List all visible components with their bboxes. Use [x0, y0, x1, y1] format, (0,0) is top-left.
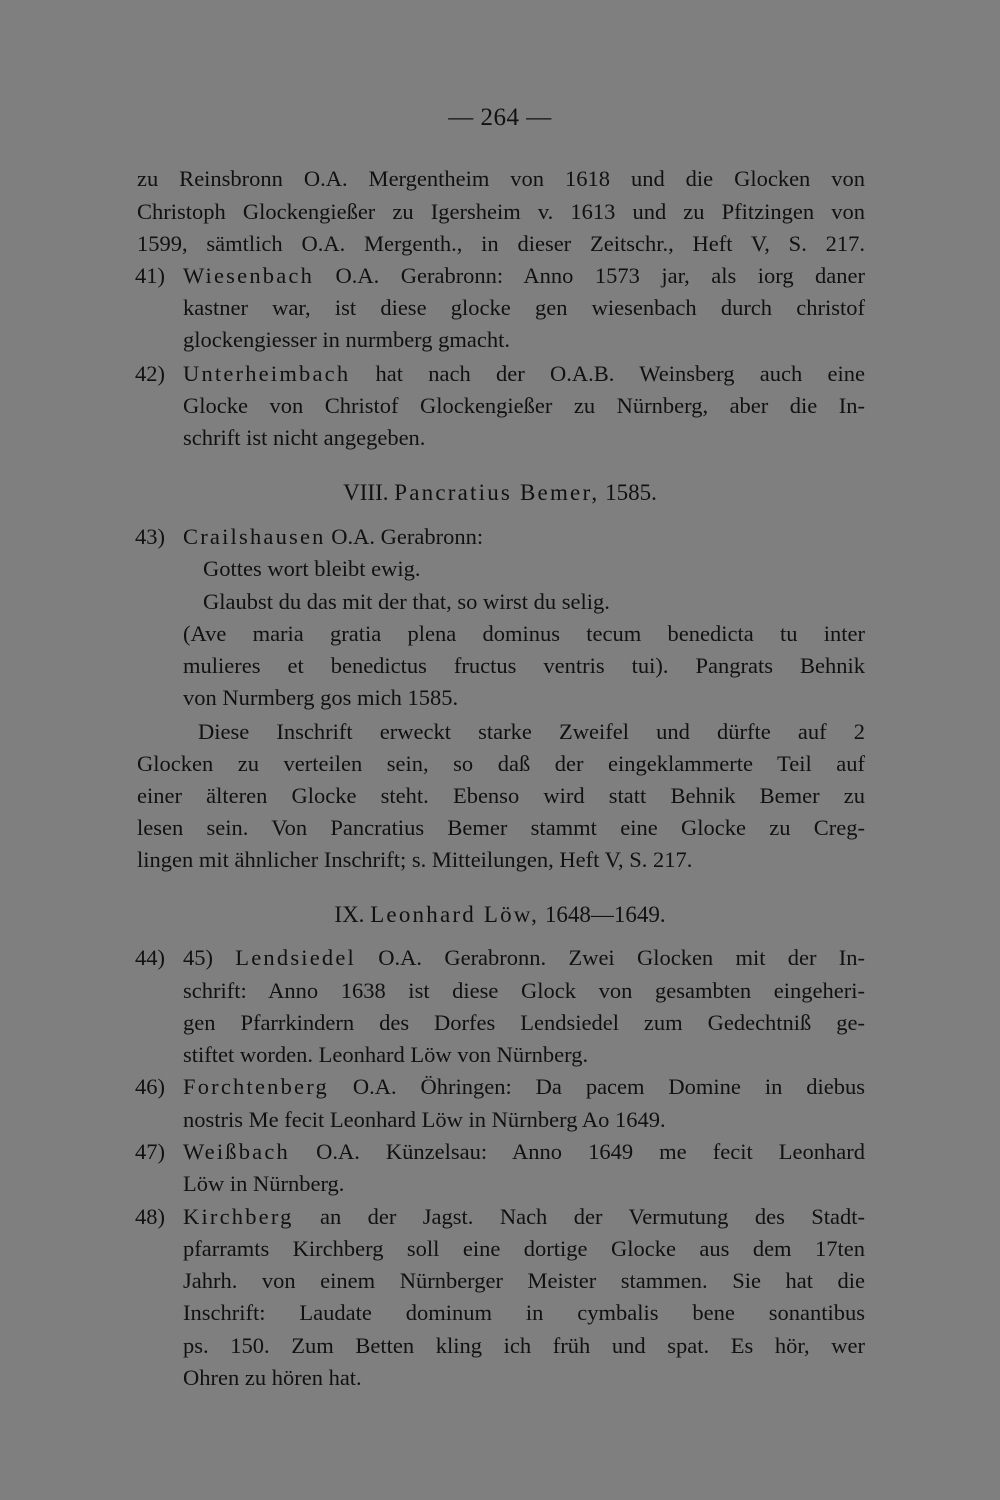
- text-line: Löw in Nürnberg.: [183, 1171, 345, 1196]
- text-line: gen Pfarrkindern des Dorfes Lendsiedel zum Gedechtniß ge-: [183, 1010, 865, 1035]
- text-line: Inschrift: Laudate dominum in cymbalis bene sonantibus: [183, 1300, 865, 1325]
- latin-line: (Ave maria gratia plena dominus tecum benedicta tu inter: [183, 621, 865, 646]
- place-name: Kirchberg: [183, 1204, 294, 1229]
- text-line: zu Reinsbronn O.A. Mergentheim von 1618 und die Glocken von: [137, 166, 865, 191]
- entry-number: 48): [135, 1204, 165, 1229]
- entry-first-line: [183, 521, 483, 553]
- entry-first-line: [183, 1201, 865, 1233]
- section-name: Leonhard Löw,: [370, 902, 540, 927]
- place-name: Weißbach: [183, 1139, 290, 1164]
- place-name: Wiesenbach: [183, 263, 315, 288]
- entry-number: 43): [135, 524, 165, 549]
- entry-text: an der Jagst. Nach der Vermutung des Stadt-: [293, 1204, 865, 1229]
- comment-line: Diese Inschrift erweckt starke Zweifel und dürfte auf 2: [198, 719, 865, 744]
- page-number: — 264 —: [448, 104, 552, 131]
- place-name: Crailshausen: [183, 524, 326, 549]
- entry-number: 41): [135, 263, 165, 288]
- entry-text: O.A. Öhringen: Da pacem Domine in diebus: [328, 1074, 865, 1099]
- entry-text: hat nach der O.A.B. Weinsberg auch eine: [350, 361, 865, 386]
- text-line: kastner war, ist diese glocke gen wiesenbach durch christof: [183, 295, 865, 320]
- text-line: nostris Me fecit Leonhard Löw in Nürnberg Ao 1649.: [183, 1107, 666, 1132]
- verse-line: Gottes wort bleibt ewig.: [203, 556, 421, 581]
- entry-text: O.A. Gerabronn. Zwei Glocken mit der In-: [356, 945, 865, 970]
- entry-text: O.A. Gerabronn:: [325, 524, 484, 549]
- text-line: pfarramts Kirchberg soll eine dortige Glocke aus dem 17ten: [183, 1236, 865, 1261]
- text-line: Ohren zu hören hat.: [183, 1365, 362, 1390]
- section-roman: IX.: [334, 902, 365, 927]
- section-heading-viii: [0, 476, 1000, 510]
- entry-first-line: [183, 260, 865, 292]
- section-name: Pancratius Bemer,: [394, 480, 600, 505]
- place-name: Forchtenberg: [183, 1074, 329, 1099]
- comment-line: einer älteren Glocke steht. Ebenso wird statt Behnik Bemer zu: [137, 783, 865, 808]
- text-line: ps. 150. Zum Betten kling ich früh und spat. Es hör, wer: [183, 1333, 865, 1358]
- entry-first-line: [183, 358, 865, 390]
- entry-number: 42): [135, 361, 165, 386]
- verse-line: Glaubst du das mit der that, so wirst du selig.: [203, 589, 610, 614]
- text-line: stiftet worden. Leonhard Löw von Nürnberg.: [183, 1042, 589, 1067]
- comment-line: lesen sein. Von Pancratius Bemer stammt eine Glocke zu Creg-: [137, 815, 865, 840]
- latin-line: von Nurmberg gos mich 1585.: [183, 685, 459, 710]
- text-line: Glocke von Christof Glockengießer zu Nürnberg, aber die In-: [183, 393, 865, 418]
- text-line: glockengiesser in nurmberg gmacht.: [183, 327, 510, 352]
- text-line: Jahrh. von einem Nürnberger Meister stammen. Sie hat die: [183, 1268, 865, 1293]
- entry-first-line: [183, 942, 865, 974]
- entry-number-second: 45): [183, 945, 213, 970]
- section-roman: VIII.: [343, 480, 389, 505]
- section-year: 1585.: [605, 480, 657, 505]
- latin-line: mulieres et benedictus fructus ventris tui). Pangrats Behnik: [183, 653, 865, 678]
- place-name: Unterheimbach: [183, 361, 351, 386]
- text-line: 1599, sämtlich O.A. Mergenth., in dieser Zeitschr., Heft V, S. 217.: [137, 231, 865, 256]
- entry-first-line: [183, 1071, 865, 1103]
- section-years: 1648—1649.: [544, 902, 666, 927]
- entry-text: O.A. Künzelsau: Anno 1649 me fecit Leonhard: [290, 1139, 865, 1164]
- entry-first-line: [183, 1136, 865, 1168]
- entry-number: 46): [135, 1074, 165, 1099]
- place-name: Lendsiedel: [235, 945, 357, 970]
- entry-number: 44): [135, 945, 165, 970]
- text-line: schrift ist nicht angegeben.: [183, 425, 426, 450]
- section-heading-ix: [0, 898, 1000, 932]
- text-line: Christoph Glockengießer zu Igersheim v. 1613 und zu Pfitzingen von: [137, 199, 865, 224]
- entry-number: 47): [135, 1139, 165, 1164]
- text-line: schrift: Anno 1638 ist diese Glock von gesambten eingeheri-: [183, 978, 865, 1003]
- comment-line: Glocken zu verteilen sein, so daß der eingeklammerte Teil auf: [137, 751, 865, 776]
- comment-line: lingen mit ähnlicher Inschrift; s. Mitteilungen, Heft V, S. 217.: [137, 847, 693, 872]
- entry-text: O.A. Gerabronn: Anno 1573 jar, als iorg daner: [314, 263, 865, 288]
